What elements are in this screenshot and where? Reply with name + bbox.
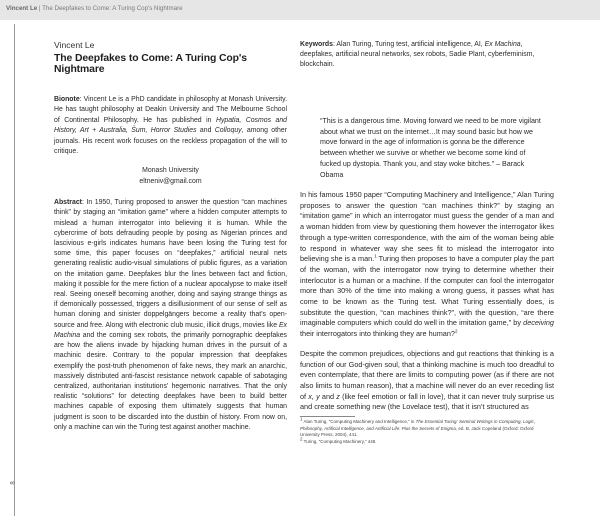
footnote-ref-2[interactable]: 2: [454, 328, 458, 334]
body-p1-part-2: Turing then proposes to have a computer play the part of the woman, with the interrogator now trying to determine whether their interlocutor is a human or a machine. If the computer can fool the interrogator more than 30% of the time into making a wrong guess, it passes what has come to be known as the Turing test. What Turing essentially does, is substitute the question, “can machines think?”, with the question, “are there imaginable computers which could do well in the imitation game,” by: [300, 254, 555, 328]
body-p2-xy: x, y: [308, 391, 320, 401]
running-head-separator: |: [37, 5, 43, 12]
bionote-text-2: and: [196, 127, 215, 135]
body-p2-part-1: Despite the common prejudices, objections and gut reactions that thinking is a function of our God-given soul, that a thinking machine is much too dreadful to even contemplate, that there are limits to computing power (as if there are not also limits to human reason), that a machine will never do an ever receding list of: [300, 348, 554, 401]
institution: Monash University: [142, 167, 199, 175]
running-head-title: The Deepfakes to Come: A Turing Cop's Nightmare: [42, 5, 183, 12]
abstract-text-1: : In 1950, Turing proposed to answer the question “can machines think” by staging an “imitation game” where a hidden computer attempts to mislead a human interrogator into believing it is human. While the cybercrime of bots defrauding people by posing as Nigerian princes and lascivious e-girls indicates humans have been losing the Turing test for some time, this paper focuses on “deepfakes,” artificial neural nets generating realistic audio-visual simulations of public figures, as a variation on the imitation game. Deepfakes blur the lines between fact and fiction, making it possible for the mere fiction of a nuclear apocalypse to make itself real. Seeing oneself becoming another, doing and saying strange things as if demonically possessed, triggers a disillusionment of our sense of self as human cloning and sinister doppelgängers become a reality that’s open-source and free. Along with electronic club music, illicit drugs, movies like: [54, 199, 287, 329]
keywords-label: Keywords: [300, 41, 333, 48]
abstract-text-2: and the coming sex robots, the primarily pornographic deepfakes are how the aliens invade by hijacking human drives in the pursuit of a machinic desire. Contrary to the popular impression that deepfakes exemplify the post-truth phenomenon of fake news, they mark an anarchic, massively distributed anti-fascist resistance network capable of sabotaging centralized, authoritarian institutions’ hegemonic narratives. That the only realistic “solutions” for detecting deepfakes have been to build better machines capable of exposing them ultimately suggests that human judgment is soon to be discarded into the dustbin of history. From now on, only a machine can win the Turing test against another machine.: [54, 331, 287, 431]
footnote-1-title: The Essential Turing: Seminal Writings in Computing, Logic, Philosophy, Artificial Intelligence, and Artificial Life: Plus the Secrets of Enigma: [300, 419, 536, 431]
body-p2-z: z: [336, 391, 340, 401]
author-email: eltneniv@gmail.com: [139, 177, 202, 185]
abstract: [54, 198, 287, 433]
article-title: The Deepfakes to Come: A Turing Cop's Nightmare: [54, 53, 247, 75]
epigraph: “This is a dangerous time. Moving forward we need to be more vigilant about what we trust on the internet…It may sound basic but how we move forward in the age of information is gonna be the difference between whether we survive or whether we become some kind of fucked up dystopia. Thank you, and stay woke bitches.” – Barack Obama: [320, 116, 541, 180]
running-head-author: Vincent Le: [6, 5, 38, 12]
keywords-text-2: , deepfakes, artificial neural networks, sex robots, Sadie Plant, cyberfeminism, blockchain.: [300, 41, 535, 69]
article-author: Vincent Le: [54, 40, 95, 50]
body-paragraph-1: [300, 190, 554, 340]
bionote-journal-last: Colloquy: [214, 127, 242, 135]
footnote-1-number: 1: [300, 416, 303, 422]
bionote-text-3: , among other journals. His recent work focuses on the reckless propagation of the will to critique.: [54, 127, 287, 156]
body-p1-emphasis: deceiving: [523, 318, 554, 328]
running-head: [6, 5, 183, 12]
footnote-ref-1[interactable]: 1: [374, 253, 377, 259]
affiliation: [54, 166, 287, 187]
footnote-1-text-1: Alan Turing, “Computing Machinery and Intelligence,” in: [302, 419, 416, 425]
keywords: [300, 40, 554, 71]
footnote-2-text: Turing, “Computing Machinery,” 448.: [302, 438, 377, 444]
footnote-2: [300, 436, 554, 446]
bionote-label: Bionote: [54, 96, 80, 103]
footnote-rule: [300, 416, 355, 417]
body-p1-part-3: their interrogators into thinking they are human?: [300, 329, 455, 339]
bionote-text-1: : Vincent Le is a PhD candidate in philosophy at Monash University. He has taught philosophy at Deakin University and The Melbourne School of Continental Philosophy. He has published in: [54, 96, 287, 124]
keywords-film: Ex Machina: [484, 41, 521, 48]
bionote-journals: Hypatia, Cosmos and History, Art + Australia, Šum, Horror Studies: [54, 116, 288, 135]
footnote-1-text-2: , ed. B. Jack Copeland (Oxford: Oxford University Press, 2004), 441.: [300, 425, 534, 438]
left-margin-rule: [14, 24, 15, 516]
footnote-2-number: 2: [300, 436, 303, 442]
abstract-film: Ex Machina: [54, 321, 287, 339]
keywords-text-1: : Alan Turing, Turing test, artificial intelligence, AI,: [332, 41, 485, 48]
page-number: 8: [10, 481, 17, 485]
bionote: [54, 95, 287, 157]
body-p2-and: and: [319, 391, 337, 401]
body-paragraph-2: [300, 349, 554, 413]
abstract-label: Abstract: [54, 199, 82, 207]
left-column: [54, 40, 287, 433]
right-column: [300, 40, 554, 445]
body-p2-part-2: (like feel emotion or fall in love), that it can never truly surprise us and create something new (the Lovelace test), that it isn’t structured as: [300, 391, 554, 412]
body-p1-part-1: In his famous 1950 paper “Computing Machinery and Intelligence,” Alan Turing proposes to answer the question “can machines think?” by staging an “imitation game” in which an interrogator must guess the gender of a man and a woman hidden from view by questioning them however the interrogator likes through a type-written correspondence, with the aim of the woman being able to respond in whatever way she sees fit to mislead the interrogator into believing she is a man.: [300, 190, 554, 264]
